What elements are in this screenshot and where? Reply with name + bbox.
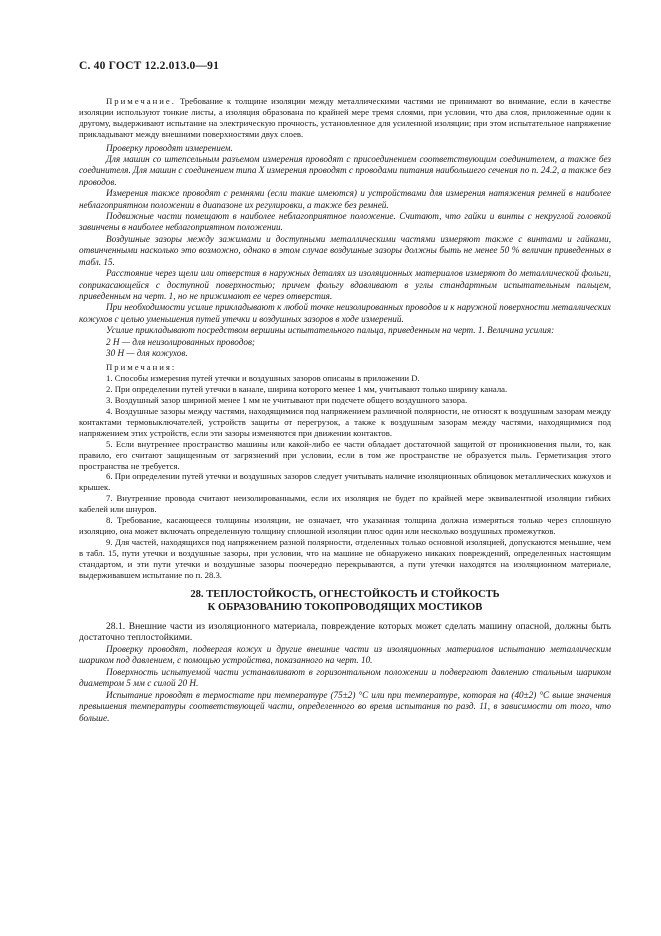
note-paragraph — [79, 96, 611, 140]
paragraph: Для машин со штепсельным разъемом измерения проводят с присоединением соответствующим соединителем, а также без соединителя. Для машин с соединением типа X измерения проводят с проводами питания наибольшего сечения по п. 24.2, а также без проводов. — [79, 154, 611, 187]
paragraph: Усилие прикладывают посредством вершины испытательного пальца, приведенным на черт. 1. Величина усилия: — [106, 325, 555, 336]
note-item: 9. Для частей, находящихся под напряжением разной полярности, отделенных только основной изоляцией, допускаются меньшие, чем в табл. 15, пути утечки и воздушные зазоры, при условии, что на машине не обнаружено никаких повреждений, определенных настоящим стандартом, и эти пути утечки и воздушные зазоры поочередно перекрываются, а пути утечки находятся на изоляционном материале, выдерживавшем испытание по п. 28.3. — [79, 536, 611, 580]
paragraph: Подвижные части помещают в наиболее неблагоприятное положение. Считают, что гайки и винты с некруглой головкой завинчены в наиболее неблагоприятном положении. — [79, 211, 611, 233]
paragraph: Проверку проводят измерением. — [106, 142, 233, 153]
section-heading-line2: К ОБРАЗОВАНИЮ ТОКОПРОВОДЯЩИХ МОСТИКОВ — [207, 602, 483, 614]
note-item: 2. При определении путей утечки в канале, ширина которого менее 1 мм, учитывают только ширину канала. — [106, 384, 508, 395]
paragraph: Измерения также проводят с ремнями (если такие имеются) и устройствами для измерения натяжения ремней в наиболее неблагоприятном положении в диапазоне их регулировки, а также без ремней. — [79, 188, 611, 210]
note-item: 5. Если внутреннее пространство машины или какой-либо ее части обладает достаточной защитой от проникновения пыли, то, как правило, его считают защищенным от загрязнений при условии, если в том же пространстве не образуется пыль. Герметизация этого пространства не требуется. — [79, 438, 611, 471]
paragraph: Поверхность испытуемой части устанавливают в горизонтальном положении и подвергают давлению стальным шариком диаметром 5 мм с силой 20 Н. — [79, 666, 611, 689]
notes-heading: Примечания: — [106, 362, 177, 373]
note-item: 4. Воздушные зазоры между частями, находящимися под напряжением различной полярности, не относят к воздушным зазорам между контактами термовыключателей, устройств защиты от перегрузок, а также к воздушным зазорам между частями, находящимися под напряжением этих устройств, если эти зазоры изменяются при движении контактов. — [79, 405, 611, 438]
content-column — [79, 96, 611, 724]
paragraph: 2 Н — для неизолированных проводов; — [106, 336, 255, 347]
page-header: С. 40 ГОСТ 12.2.013.0—91 — [79, 60, 220, 72]
note-item: 8. Требование, касающееся толщины изоляции, не означает, что указанная толщина должна измеряться только через сплошную изоляцию, она может включать определенную толщину сплошной изоляции плюс один или несколько воздушных промежутков. — [79, 515, 611, 536]
note-item: 1. Способы измерения путей утечки и воздушных зазоров описаны в приложении D. — [106, 373, 420, 384]
paragraph: 30 Н — для кожухов. — [106, 347, 188, 358]
note-item: 7. Внутренние провода считают неизолированными, если их изоляция не будет по крайней мере эквивалентной изоляции гибких кабелей или шнуров. — [79, 493, 611, 515]
note-label: Примечание. — [106, 96, 176, 106]
section-heading-line1: 28. ТЕПЛОСТОЙКОСТЬ, ОГНЕСТОЙКОСТЬ И СТОЙКОСТЬ — [190, 589, 500, 601]
note-item: 6. При определении путей утечки и воздушных зазоров следует учитывать наличие изоляционных облицовок металлических кожухов и крышек. — [79, 471, 611, 493]
section-heading — [79, 589, 611, 614]
paragraph: Воздушные зазоры между зажимами и доступными металлическими частями измеряют также с винтами и гайками, отвинченными насколько это возможно, однако в этом случае воздушные зазоры должны быть не менее 50 % величин приведенных в табл. 15. — [79, 233, 611, 267]
paragraph: 28.1. Внешние части из изоляционного материала, повреждение которых может сделать машину опасной, должны быть достаточно теплостойкими. — [79, 620, 611, 644]
paragraph: Испытание проводят в термостате при температуре (75±2) °С или при температуре, которая на (40±2) °С выше значения превышения температуры соответствующей части, определенного во время испытания по разд. 11, в зависимости от того, что больше. — [79, 689, 611, 723]
note-text: Требование к толщине изоляции между металлическими частями не принимают во внимание, если в качестве изоляции используют тонкие листы, а изоляция образована по крайней мере тремя слоями, при условии, что два слоя, приложенные один к другому, выдерживают испытание на электрическую прочность, установленное для усиленной изоляции; при этом испытательное напряжение прикладывают между внешними поверхностями двух слоев. — [79, 96, 611, 139]
paragraph: Расстояние через щели или отверстия в наружных деталях из изоляционных материалов измеряют до металлической фольги, соприкасающейся с доступной поверхностью; причем фольгу вдавливают в углы стандартным испытательным пальцем, приведенным на черт. 1, но не прижимают ее через отверстия. — [79, 268, 611, 301]
paragraph: Проверку проводят, подвергая кожух и другие внешние части из изоляционных материалов испытанию металлическим шариком под давлением, с помощью устройства, показанного на черт. 10. — [79, 644, 611, 666]
paragraph: При необходимости усилие прикладывают к любой точке неизолированных проводов и к наружной поверхности металлических кожухов с целью уменьшения путей утечки и воздушных зазоров в ходе измерений. — [79, 302, 611, 324]
note-item: 3. Воздушный зазор шириной менее 1 мм не учитывают при подсчете общего воздушного зазора. — [106, 395, 468, 406]
